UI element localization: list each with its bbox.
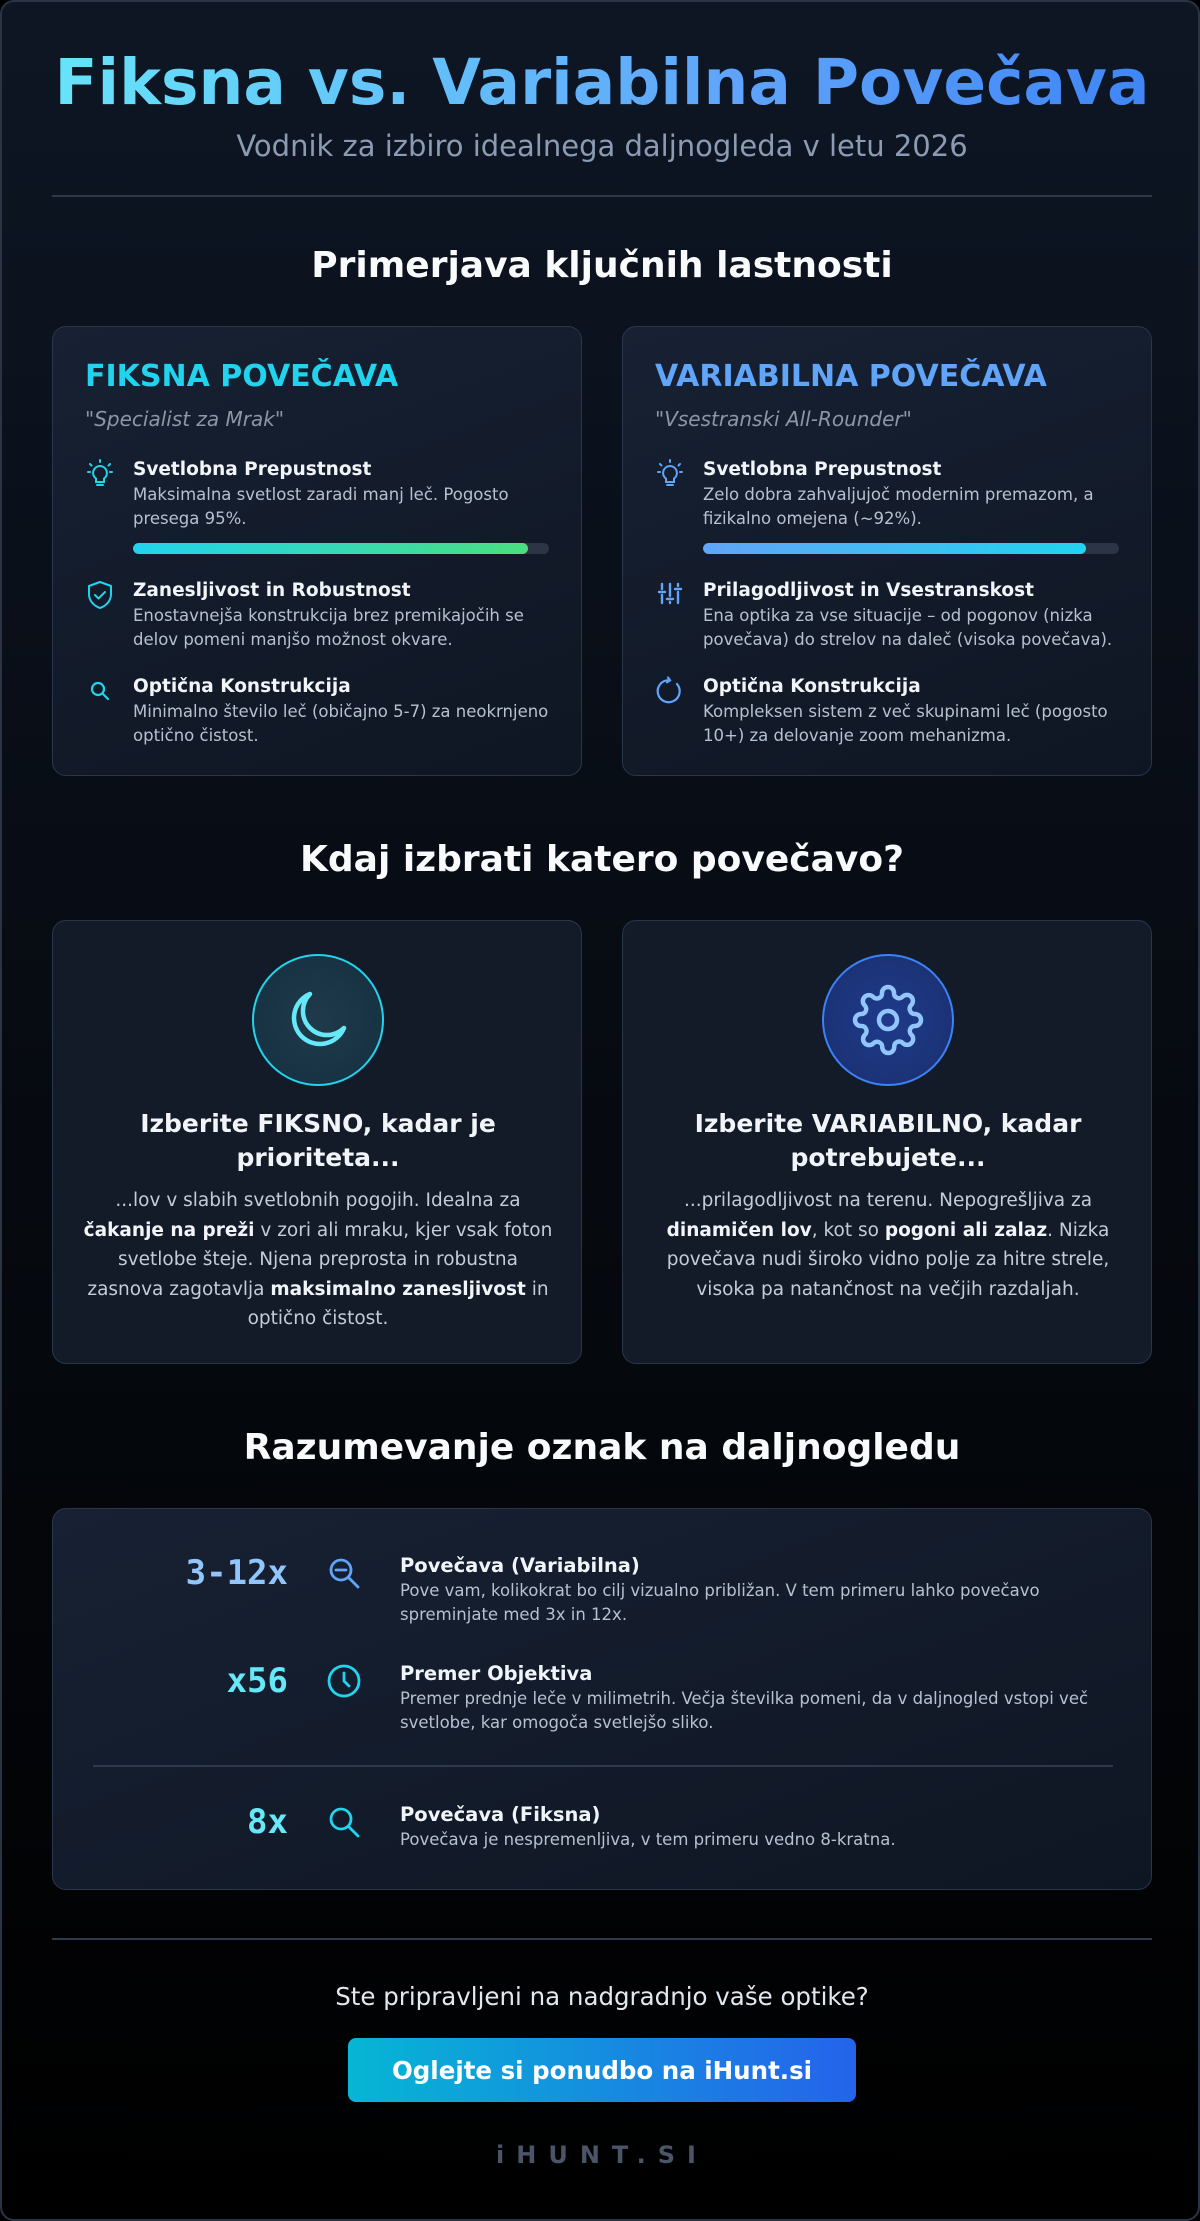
marking-code: x56 xyxy=(226,1661,288,1701)
variable-when-text: ...prilagodljivost na terenu. Nepogrešljiva za dinamičen lov, kot so pogoni ali zalaz. Nizka povečava nudi široko vidno polje za hitre strele, visoka pa natančnost na večjih razdaljah. xyxy=(666,1190,1110,1300)
divider xyxy=(52,1938,1152,1940)
variable-when-card xyxy=(622,920,1152,1364)
feature-text: Minimalno število leč (običajno 5-7) za neokrnjeno optično čistost. xyxy=(133,702,549,745)
variable-comparison-card xyxy=(622,326,1152,776)
markings-card xyxy=(52,1508,1152,1890)
fixed-when-title: Izberite FIKSNO, kadar je prioriteta... xyxy=(140,1109,496,1172)
divider xyxy=(93,1765,1113,1767)
feature-text: Kompleksen sistem z več skupinami leč (pogosto 10+) za delovanje zoom mehanizma. xyxy=(703,702,1108,745)
light-transmission-bar xyxy=(133,543,549,554)
feature-light-transmission xyxy=(85,457,549,554)
markings-heading: Razumevanje oznak na daljnogledu xyxy=(243,1427,961,1468)
comparison-heading: Primerjava ključnih lastnosti xyxy=(311,245,893,286)
zoom-out-icon xyxy=(288,1553,400,1591)
fixed-when-card xyxy=(52,920,582,1364)
marking-code: 8x xyxy=(247,1802,288,1842)
feature-text: Maksimalna svetlost zaradi manj leč. Pogosto presega 95%. xyxy=(133,485,509,528)
search-icon xyxy=(85,674,115,748)
fixed-card-title: FIKSNA POVEČAVA xyxy=(85,359,399,394)
feature-text: Enostavnejša konstrukcija brez premikajočih se delov pomeni manjšo možnost okvare. xyxy=(133,606,524,649)
search-icon xyxy=(288,1802,400,1840)
brand-logo: iHUNT.SI xyxy=(496,2141,708,2169)
feature-title: Svetlobna Prepustnost xyxy=(133,459,372,480)
fixed-comparison-card xyxy=(52,326,582,776)
light-transmission-fill xyxy=(133,543,528,554)
marking-title: Povečava (Fiksna) xyxy=(400,1803,601,1826)
marking-text: Premer prednje leče v milimetrih. Večja številka pomeni, da v daljnogled vstopi več svetlobe, kar omogoča svetlejšo sliko. xyxy=(400,1689,1089,1732)
lightbulb-icon xyxy=(85,457,115,554)
marking-row xyxy=(83,1802,1123,1852)
feature-title: Svetlobna Prepustnost xyxy=(703,459,942,480)
feature-title: Optična Konstrukcija xyxy=(703,676,921,697)
marking-code: 3-12x xyxy=(185,1553,288,1593)
fixed-card-subtitle: "Specialist za Mrak" xyxy=(85,407,285,431)
moon-icon xyxy=(252,954,384,1086)
feature-text: Ena optika za vse situacije – od pogonov (nizka povečava) do strelov na daleč (visoka povečava). xyxy=(703,606,1113,649)
feature-title: Prilagodljivost in Vsestranskost xyxy=(703,580,1034,601)
variable-card-title: VARIABILNA POVEČAVA xyxy=(655,359,1047,394)
shop-offer-button[interactable]: Oglejte si ponudbo na iHunt.si xyxy=(348,2038,856,2102)
fixed-when-text: ...lov v slabih svetlobnih pogojih. Idealna za čakanje na preži v zori ali mraku, kjer vsak foton svetlobe šteje. Njena preprosta in robustna zasnova zagotavlja maksimalno zanesljivost in optično čistost. xyxy=(83,1190,553,1329)
marking-text: Povečava je nespremenljiva, v tem primeru vedno 8-kratna. xyxy=(400,1830,896,1849)
sliders-icon xyxy=(655,578,685,652)
clock-icon xyxy=(288,1661,400,1699)
feature-optics xyxy=(85,674,549,748)
when-heading: Kdaj izbrati katero povečavo? xyxy=(299,839,904,880)
gear-icon xyxy=(822,954,954,1086)
divider xyxy=(52,195,1152,197)
feature-title: Zanesljivost in Robustnost xyxy=(133,580,411,601)
refresh-icon xyxy=(655,674,685,748)
feature-title: Optična Konstrukcija xyxy=(133,676,351,697)
page-subtitle: Vodnik za izbiro idealnega daljnogleda v letu 2026 xyxy=(236,129,968,163)
feature-text: Zelo dobra zahvaljujoč modernim premazom, a fizikalno omejena (~92%). xyxy=(703,485,1094,528)
light-transmission-fill xyxy=(703,543,1086,554)
feature-optics xyxy=(655,674,1119,748)
variable-card-subtitle: "Vsestranski All-Rounder" xyxy=(655,407,912,431)
feature-light-transmission xyxy=(655,457,1119,554)
lightbulb-icon xyxy=(655,457,685,554)
feature-reliability xyxy=(85,578,549,652)
cta-question: Ste pripravljeni na nadgradnjo vaše optike? xyxy=(335,1982,869,2011)
page-title: Fiksna vs. Variabilna Povečava xyxy=(2,44,1200,122)
light-transmission-bar xyxy=(703,543,1119,554)
marking-row xyxy=(83,1661,1123,1735)
marking-text: Pove vam, kolikokrat bo cilj vizualno približan. V tem primeru lahko povečavo spreminjate med 3x in 12x. xyxy=(400,1581,1040,1624)
feature-flexibility xyxy=(655,578,1119,652)
shield-check-icon xyxy=(85,578,115,652)
marking-title: Povečava (Variabilna) xyxy=(400,1554,640,1577)
variable-when-title: Izberite VARIABILNO, kadar potrebujete... xyxy=(694,1109,1082,1172)
marking-row xyxy=(83,1553,1123,1627)
marking-title: Premer Objektiva xyxy=(400,1662,593,1685)
